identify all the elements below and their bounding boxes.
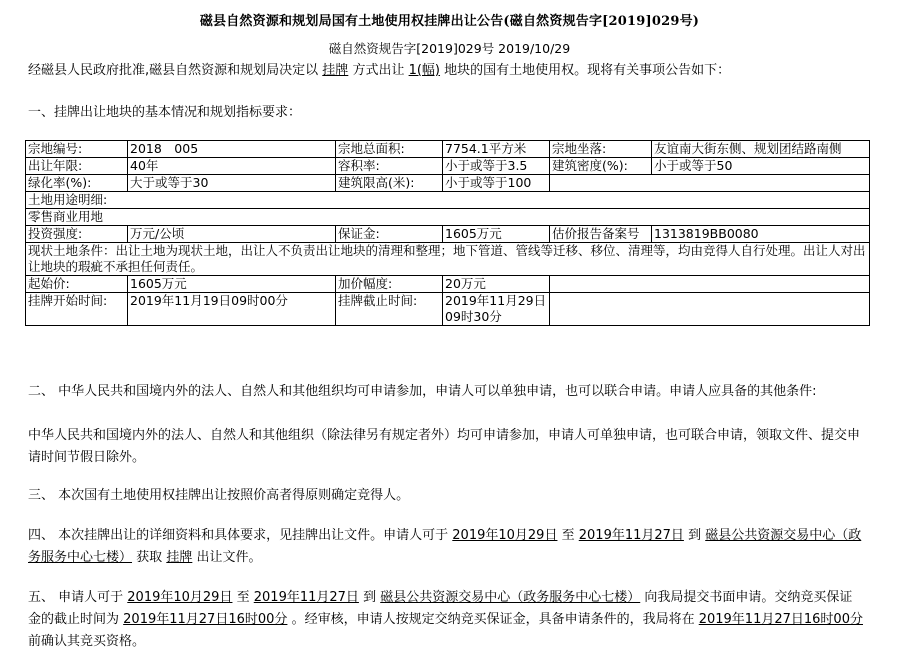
intro-text-2: 方式出让 [352,63,405,78]
section1-heading: 一、挂牌出让地块的基本情况和规划指标要求： [28,105,302,120]
far-label: 容积率: [336,158,443,175]
listing-start-label: 挂牌开始时间: [26,293,128,326]
start-price-label: 起始价: [26,276,128,293]
section4-text-d: 获取 [136,550,163,565]
section5 [28,587,863,653]
listing-end-label: 挂牌截止时间: [336,293,443,326]
section4-place: 磁县公共资源交易中心（政务服务中心七楼） [28,528,862,565]
section4-text-a: 四、 本次挂牌出让的详细资料和具体要求，见挂牌出让文件。申请人可于 [28,528,449,543]
section5-text-c: 到 [363,590,377,605]
section4-text-b: 至 [561,528,575,543]
section4-date2: 2019年11月27日 [578,528,684,543]
section5-date2: 2019年11月27日 [253,590,359,605]
parcel-no-value: 2018 005 [128,141,336,158]
table-row [26,276,870,293]
doc-number-date: 磁自然资规告字[2019]029号 2019/10/29 [328,41,571,56]
intro-method: 挂牌 [322,63,349,78]
density-label: 建筑密度(%): [550,158,652,175]
parcel-info-table [25,140,870,326]
section2-line2: 中华人民共和国境内外的法人、自然人和其他组织（除法律另有规定者外）均可申请参加，申请人可单独申请，也可联合申请，领取文件、提交申请时间节假日除外。 [28,428,861,465]
table-row [26,209,870,226]
listing-end-value: 2019年11月29日09时30分 [443,293,550,326]
empty-cell [550,175,870,192]
intro-text-1: 经磁县人民政府批准,磁县自然资源和规划局决定以 [28,63,319,78]
land-use-detail-value: 零售商业用地 [26,209,870,226]
table-row [26,175,870,192]
height-value: 小于或等于100 [443,175,550,192]
empty-cell [550,293,870,326]
section5-confirm-time: 2019年11月27日16时00分 [698,612,863,627]
listing-start-value: 2019年11月19日09时00分 [128,293,336,326]
area-label: 宗地总面积: [336,141,443,158]
increment-label: 加价幅度: [336,276,443,293]
intensity-label: 投资强度: [26,226,128,243]
area-value: 7754.1平方米 [443,141,550,158]
section5-text-e: 。经审核，申请人按规定交纳竞买保证金，具备申请条件的，我局将在 [291,612,695,627]
deposit-value: 1605万元 [443,226,550,243]
far-value: 小于或等于3.5 [443,158,550,175]
intro-count: 1(幅) [408,63,441,78]
land-use-detail-label: 土地用途明细: [26,192,870,209]
green-label: 绿化率(%): [26,175,128,192]
section3: 三、 本次国有土地使用权挂牌出让按照价高者得原则确定竞得人。 [28,488,410,503]
increment-value: 20万元 [443,276,550,293]
intensity-value: 万元/公顷 [128,226,336,243]
section5-text-d: 向我局提交书面申请。交纳竞买保证金的截止时间为 [28,590,853,627]
green-value: 大于或等于30 [128,175,336,192]
deposit-label: 保证金: [336,226,443,243]
height-label: 建筑限高(米): [336,175,443,192]
section5-place: 磁县公共资源交易中心（政务服务中心七楼） [380,590,641,605]
intro-text-3: 地块的国有土地使用权。现将有关事项公告如下： [444,63,731,78]
section4-text-c: 到 [688,528,702,543]
section2-line1: 二、 中华人民共和国境内外的法人、自然人和其他组织均可申请参加，申请人可以单独申请，也可以联合申请。申请人应具备的其他条件: [28,384,817,399]
term-value: 40年 [128,158,336,175]
report-value: 1313819BB0080 [652,226,870,243]
empty-cell [550,276,870,293]
land-condition: 现状土地条件：出让土地为现状土地，出让人不负责出让地块的清理和整理；地下管道、管线等迁移、移位、清理等，均由竞得人自行处理。出让人对出让地块的瑕疵不承担任何责任。 [26,243,870,276]
table-row [26,158,870,175]
section4 [28,525,863,569]
section5-deadline: 2019年11月27日16时00分 [123,612,288,627]
section5-text-f: 前确认其竞买资格。 [28,634,146,649]
location-label: 宗地坐落: [550,141,652,158]
intro-paragraph [28,59,878,78]
section4-method: 挂牌 [166,550,193,565]
density-value: 小于或等于50 [652,158,870,175]
location-value: 友谊南大街东侧、规划团结路南侧 [652,141,870,158]
table-row [26,243,870,276]
parcel-no-label: 宗地编号: [26,141,128,158]
table-row [26,141,870,158]
term-label: 出让年限: [26,158,128,175]
page-title: 磁县自然资源和规划局国有土地使用权挂牌出让公告(磁自然资规告字[2019]029号) [199,14,700,29]
report-label: 估价报告备案号 [550,226,652,243]
table-row [26,226,870,243]
table-row [26,293,870,326]
table-row [26,192,870,209]
start-price-value: 1605万元 [128,276,336,293]
section4-date1: 2019年10月29日 [452,528,558,543]
section5-text-a: 五、 申请人可于 [28,590,124,605]
section4-text-e: 出让文件。 [196,550,262,565]
section5-date1: 2019年10月29日 [127,590,233,605]
section5-text-b: 至 [236,590,250,605]
